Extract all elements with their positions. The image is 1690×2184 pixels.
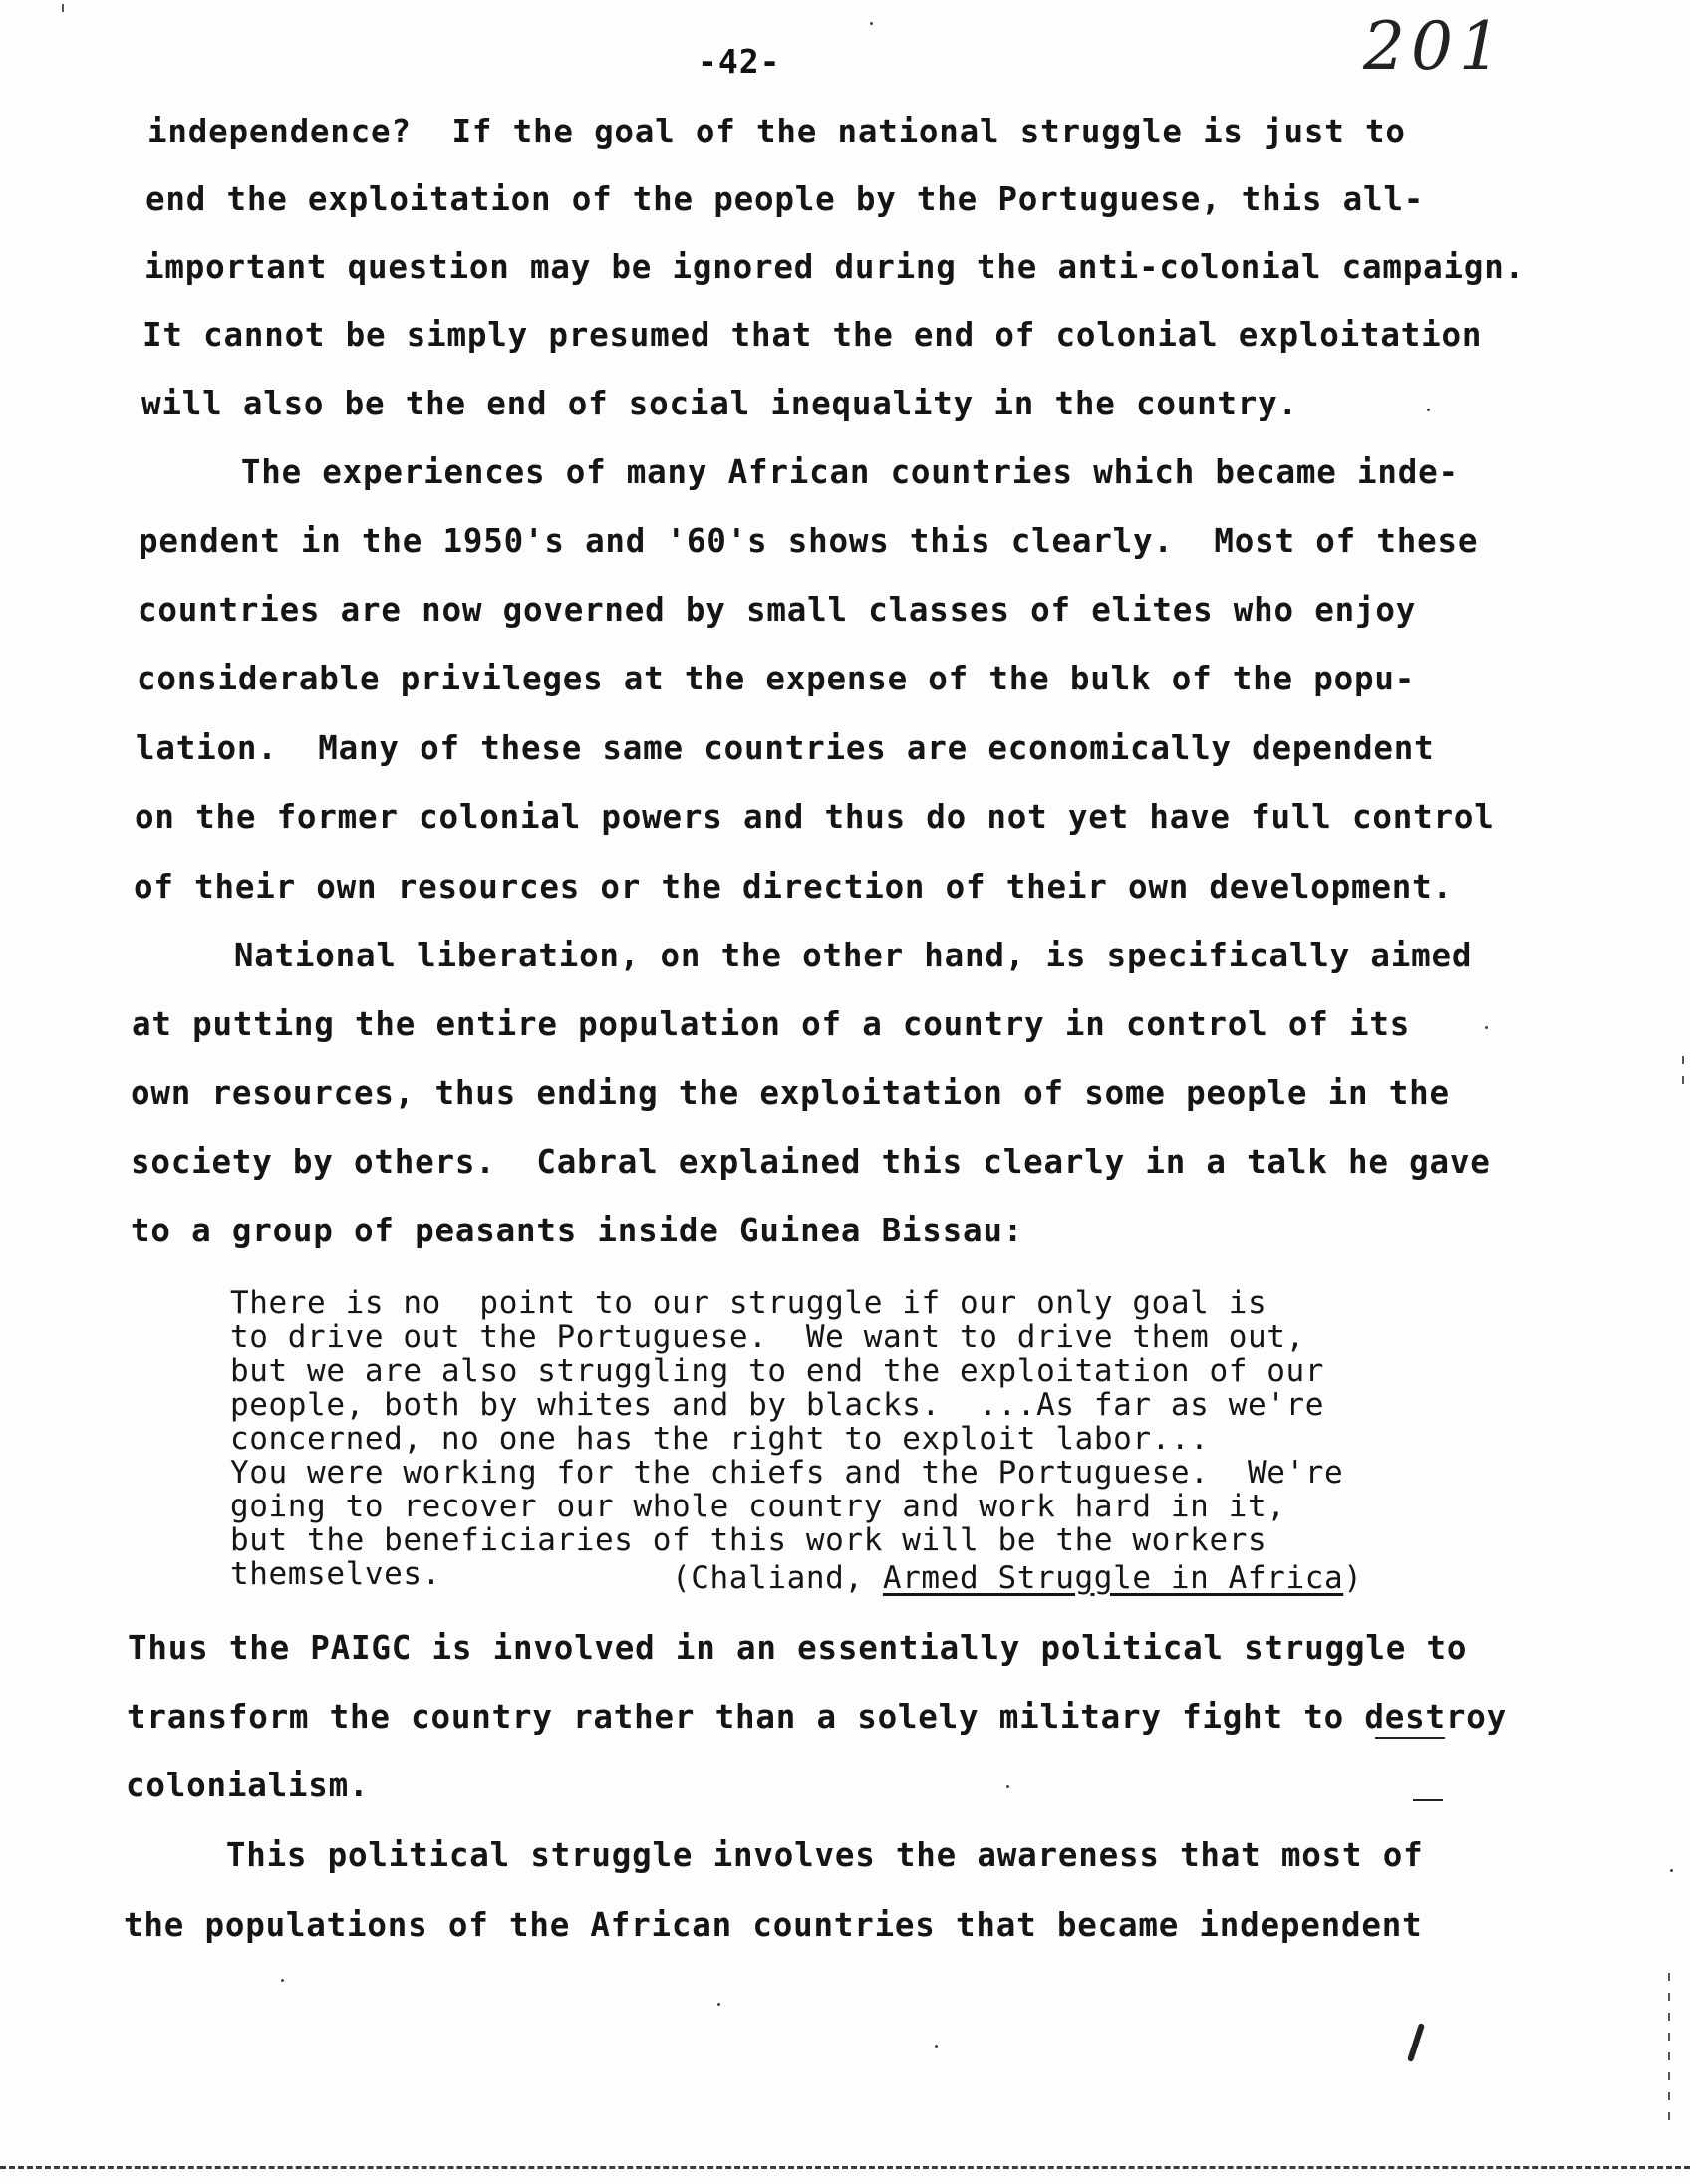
text-line: lation. Many of these same countries are economically dependent bbox=[136, 729, 1435, 767]
quote-line-last: themselves. bbox=[230, 1556, 441, 1592]
quote-line: There is no point to our struggle if our only goal is bbox=[230, 1285, 1268, 1321]
handwritten-archive-number: 201 bbox=[1363, 8, 1507, 85]
quote-line: but we are also struggling to end the exploitation of our bbox=[230, 1353, 1325, 1389]
scan-edge-mark bbox=[1668, 2052, 1670, 2060]
bottom-edge-rule bbox=[0, 2166, 1690, 2169]
scan-edge-mark bbox=[62, 4, 64, 12]
quote-line: but the beneficiaries of this work will be the workers bbox=[230, 1522, 1268, 1558]
text-line: on the former colonial powers and thus do not yet have full control bbox=[135, 798, 1495, 836]
scan-speck bbox=[281, 1979, 284, 1982]
text-line: will also be the end of social inequality in the country. bbox=[141, 385, 1298, 422]
citation-title: Armed Struggle in Africa bbox=[882, 1560, 1344, 1596]
text-line: transform the country rather than a solely military fight to destroy bbox=[127, 1698, 1507, 1736]
scan-edge-mark bbox=[1682, 1056, 1684, 1064]
quote-line: You were working for the chiefs and the Portuguese. We're bbox=[230, 1455, 1344, 1491]
pen-stroke-mark bbox=[1407, 2023, 1425, 2062]
scan-speck bbox=[717, 2003, 720, 2006]
text-line: countries are now governed by small classes of elites who enjoy bbox=[138, 591, 1417, 629]
text-line: the populations of the African countries that became independent bbox=[124, 1906, 1423, 1944]
scan-speck bbox=[935, 2045, 938, 2048]
scan-edge-mark bbox=[1668, 2112, 1670, 2120]
quote-line: to drive out the Portuguese. We want to drive them out, bbox=[230, 1319, 1305, 1355]
scan-speck bbox=[1427, 409, 1430, 411]
text-line: The experiences of many African countries which became inde- bbox=[140, 453, 1459, 491]
scan-edge-mark bbox=[1668, 2013, 1670, 2021]
pen-underline-mark bbox=[1375, 1737, 1445, 1739]
scan-edge-mark bbox=[1668, 2092, 1670, 2100]
citation-suffix: ) bbox=[1343, 1560, 1363, 1596]
page-number: -42- bbox=[698, 42, 781, 81]
text-line: This political struggle involves the awareness that most of bbox=[125, 1836, 1424, 1874]
text-line: society by others. Cabral explained this clearly in a talk he gave bbox=[131, 1143, 1491, 1181]
text-line: important question may be ignored during the anti-colonial campaign. bbox=[144, 248, 1525, 286]
scan-edge-mark bbox=[1668, 1973, 1670, 1981]
quote-line: people, both by whites and by blacks. ...As far as we're bbox=[230, 1387, 1325, 1423]
text-line: considerable privileges at the expense of the bulk of the popu- bbox=[137, 660, 1416, 697]
scan-speck bbox=[1485, 1026, 1488, 1029]
quote-citation bbox=[672, 1560, 1363, 1596]
text-line: colonialism. bbox=[126, 1767, 370, 1804]
citation-prefix: (Chaliand, bbox=[672, 1560, 883, 1596]
quote-line: concerned, no one has the right to exploit labor... bbox=[230, 1421, 1210, 1457]
text-line: It cannot be simply presumed that the end of colonial exploitation bbox=[142, 316, 1483, 354]
scan-speck bbox=[1006, 1785, 1009, 1788]
text-line: at putting the entire population of a country in control of its bbox=[132, 1005, 1411, 1043]
text-line: pendent in the 1950's and '60's shows this clearly. Most of these bbox=[139, 522, 1479, 560]
text-line: independence? If the goal of the national struggle is just to bbox=[147, 113, 1406, 150]
text-line: own resources, thus ending the exploitation of some people in the bbox=[131, 1074, 1450, 1112]
text-line: end the exploitation of the people by the Portuguese, this all- bbox=[145, 180, 1425, 218]
text-line: Thus the PAIGC is involved in an essentially political struggle to bbox=[128, 1629, 1468, 1667]
scan-edge-mark bbox=[1668, 2033, 1670, 2041]
scan-speck bbox=[870, 22, 873, 25]
text-line: National liberation, on the other hand, is specifically aimed bbox=[133, 937, 1473, 974]
scan-edge-mark bbox=[1682, 1076, 1684, 1084]
scan-speck bbox=[1670, 1869, 1673, 1872]
text-line: of their own resources or the direction of their own development. bbox=[134, 868, 1453, 906]
pen-dash-mark bbox=[1413, 1799, 1443, 1801]
quote-line: going to recover our whole country and work hard in it, bbox=[230, 1489, 1286, 1524]
scan-edge-mark bbox=[1668, 1993, 1670, 2001]
text-line: to a group of peasants inside Guinea Bissau: bbox=[131, 1212, 1024, 1249]
scan-edge-mark bbox=[1668, 2072, 1670, 2080]
